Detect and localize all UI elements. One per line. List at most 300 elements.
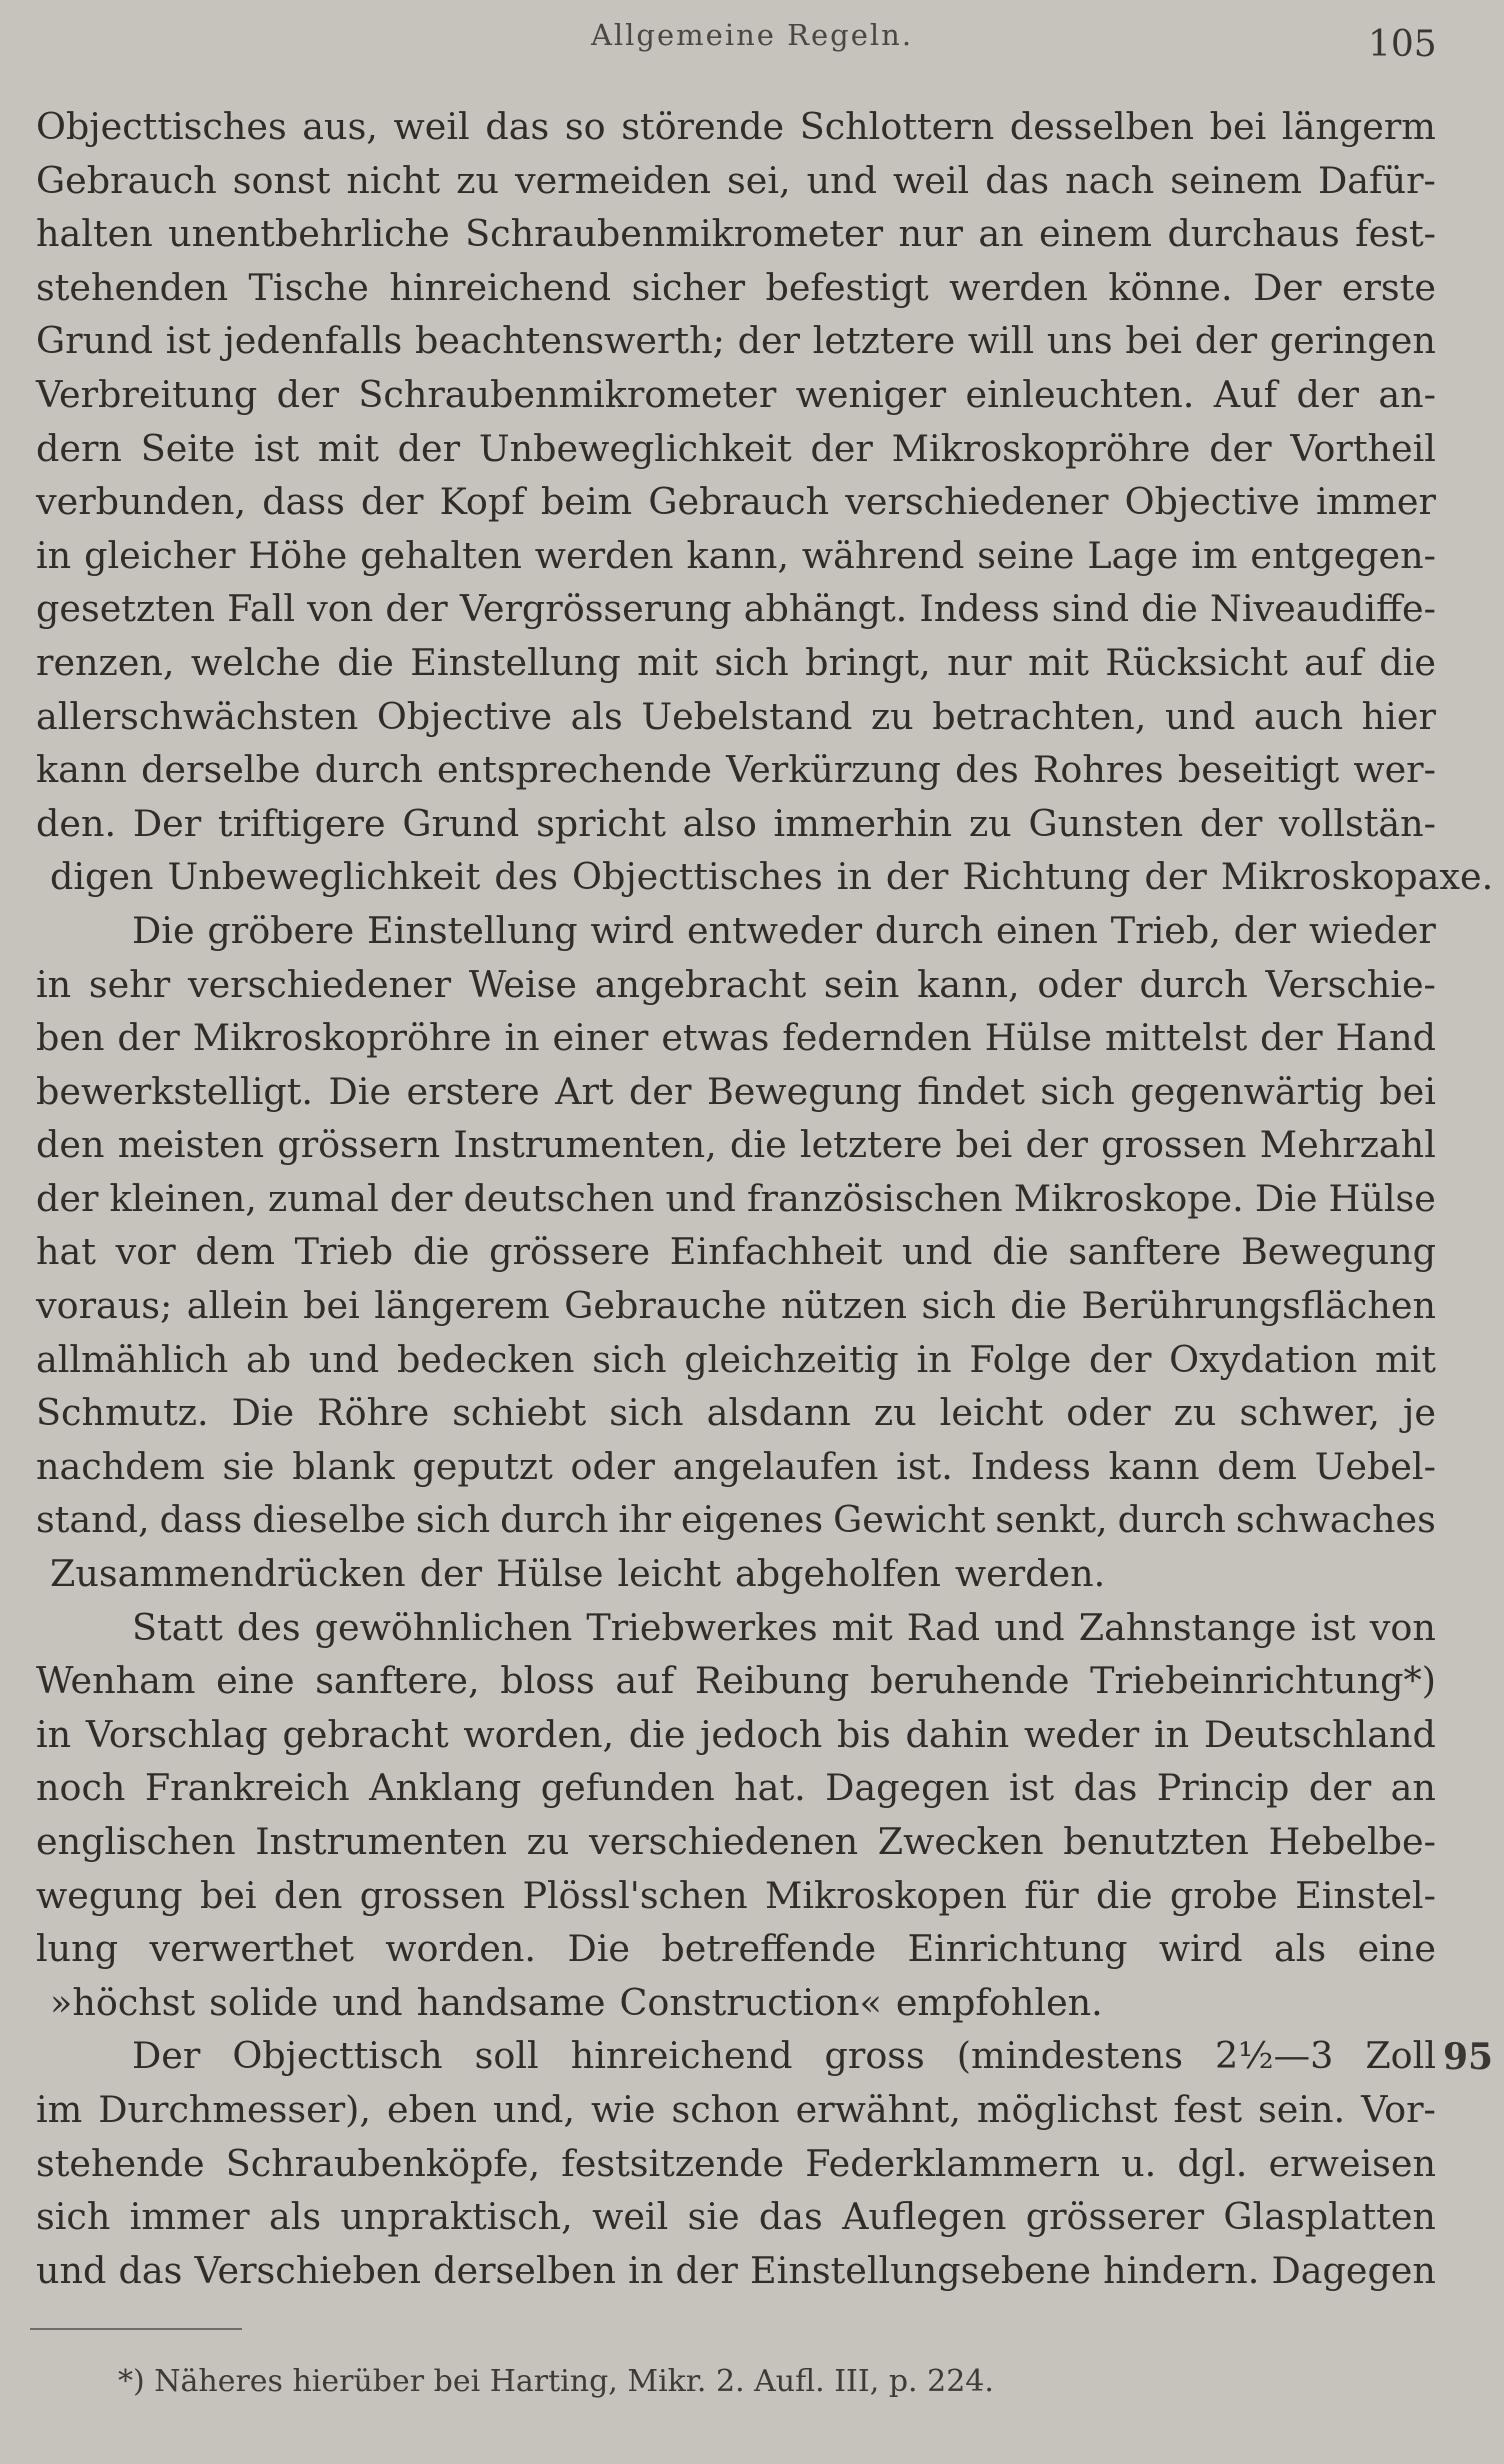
- word: vermeiden: [514, 158, 712, 202]
- word: Uebel-: [1314, 1444, 1436, 1488]
- word: sind: [1051, 587, 1130, 631]
- word: schiebt: [452, 1391, 587, 1435]
- word: der: [361, 480, 424, 524]
- word: der: [36, 1176, 99, 1220]
- word: derselbe: [141, 748, 301, 792]
- word: zu: [1173, 1391, 1217, 1435]
- word: Vortheil: [1290, 426, 1436, 470]
- word: das: [985, 158, 1050, 202]
- word: der: [1308, 1766, 1372, 1810]
- word: Verbreitung: [36, 372, 258, 416]
- word: Art: [555, 1069, 614, 1113]
- word: Verschieben: [194, 2248, 421, 2292]
- text-line: [36, 100, 1436, 154]
- word: die: [337, 640, 394, 684]
- word: bewerkstelligt.: [36, 1069, 314, 1113]
- word: der: [1296, 372, 1359, 416]
- word: dahin: [905, 1712, 1010, 1756]
- word: so: [564, 105, 606, 148]
- word: der: [1209, 426, 1272, 470]
- word: zumal: [267, 1176, 379, 1220]
- word: Mehrzahl: [1259, 1123, 1436, 1167]
- word: ist.: [896, 1444, 953, 1488]
- word: Anklang: [369, 1766, 522, 1810]
- word: uns: [1046, 319, 1113, 363]
- word: angelaufen: [672, 1444, 879, 1488]
- word: und: [332, 1980, 403, 2024]
- word: Auf: [1213, 372, 1278, 416]
- word: senkt,: [995, 1498, 1108, 1542]
- word: sanftere,: [315, 1659, 480, 1703]
- word: der: [737, 319, 801, 363]
- word: leicht: [617, 1552, 722, 1596]
- word: Indess: [919, 587, 1040, 631]
- word: Höhe: [248, 533, 348, 577]
- word: sicher: [631, 265, 746, 309]
- word: in: [36, 1712, 72, 1756]
- text-line: [36, 1815, 1436, 1869]
- word: Oxydation: [1169, 1337, 1358, 1381]
- word: in: [504, 1016, 540, 1060]
- word: dgl.: [1177, 2141, 1248, 2185]
- word: das: [485, 105, 550, 148]
- word: meisten: [117, 1123, 265, 1167]
- word: Instrumenten,: [453, 1123, 717, 1167]
- word: seine: [977, 533, 1075, 577]
- word: sich: [36, 2195, 111, 2239]
- word: durch: [314, 748, 423, 792]
- word: Die: [132, 908, 195, 952]
- word: das: [1073, 1766, 1138, 1810]
- word: weil: [592, 2195, 669, 2239]
- word: Grund: [36, 319, 153, 363]
- word: hinreichend: [570, 2034, 793, 2078]
- word: und: [665, 1176, 736, 1220]
- word: Mikroskopröhre: [192, 1016, 492, 1060]
- word: Zwecken: [877, 1820, 1044, 1863]
- word: durch: [1117, 1498, 1226, 1542]
- word: an: [978, 212, 1024, 256]
- word: Schraubenmikrometer: [465, 212, 884, 256]
- word: derselben: [433, 2248, 617, 2292]
- word: die: [412, 1230, 470, 1274]
- word: gegenwärtig: [1130, 1069, 1364, 1113]
- text-line: [36, 154, 1436, 208]
- word: Verkürzung: [726, 748, 941, 792]
- word: Hülse: [496, 1552, 604, 1596]
- word: oder: [570, 1444, 655, 1488]
- word: Die: [567, 1927, 630, 1971]
- word: jedenfalls: [223, 319, 403, 363]
- word: Zahnstange: [1078, 1605, 1297, 1649]
- word: der: [629, 1069, 692, 1113]
- word: nur: [898, 212, 963, 256]
- word: benutzten: [1063, 1820, 1249, 1863]
- word: hinreichend: [389, 265, 612, 309]
- word: fest-: [1355, 212, 1436, 256]
- word: Zusammendrücken: [50, 1552, 406, 1596]
- word: leicht: [939, 1391, 1044, 1435]
- page-number: 105: [1368, 24, 1437, 65]
- word: hat.: [734, 1766, 806, 1810]
- word: grössere: [489, 1230, 651, 1274]
- word: unpraktisch,: [340, 2195, 573, 2239]
- word: mit: [317, 426, 379, 470]
- word: durch: [874, 908, 984, 952]
- word: einleuchten.: [965, 372, 1195, 416]
- word: weder: [1024, 1712, 1140, 1756]
- word: bei: [303, 1284, 360, 1328]
- word: Unbeweglichkeit: [167, 855, 481, 899]
- word: Folge: [969, 1337, 1072, 1381]
- word: Mikroskopen: [764, 1873, 1007, 1917]
- word: sein: [823, 962, 900, 1006]
- word: hindern.: [1103, 2248, 1260, 2292]
- word: Hand: [1335, 1016, 1436, 1060]
- text-line: [36, 582, 1436, 636]
- word: zu: [456, 158, 499, 202]
- word: soll: [474, 2034, 539, 2078]
- word: deutschen: [463, 1176, 655, 1220]
- word: im: [1191, 533, 1238, 577]
- word: ben: [36, 1016, 105, 1060]
- word: und: [806, 158, 878, 202]
- word: dass: [159, 1498, 243, 1542]
- word: findet: [917, 1069, 1025, 1113]
- word: Einstellungsebene: [750, 2248, 1091, 2292]
- word: an-: [1378, 372, 1436, 416]
- word: ist: [1009, 1766, 1055, 1810]
- word: der: [1144, 855, 1207, 899]
- word: ist: [165, 319, 211, 363]
- word: digen: [50, 855, 154, 899]
- word: lung: [36, 1927, 119, 1971]
- word: dem: [195, 1230, 275, 1274]
- word: sei,: [727, 158, 791, 202]
- word: wie: [590, 2087, 656, 2131]
- word: als: [570, 694, 623, 738]
- text-line: [36, 958, 1436, 1012]
- word: Schlottern: [799, 105, 995, 148]
- word: Einfachheit: [669, 1230, 883, 1274]
- text-line: [36, 636, 1436, 690]
- word: Die: [328, 1069, 392, 1113]
- word: also: [682, 801, 757, 845]
- word: sich: [609, 1391, 684, 1435]
- text-line: [36, 1118, 1436, 1172]
- word: Röhre: [317, 1391, 430, 1435]
- word: gehalten: [360, 533, 522, 577]
- word: Die: [231, 1391, 295, 1435]
- word: in: [36, 533, 72, 577]
- text-line: [36, 529, 1436, 583]
- text-line: [36, 1761, 1436, 1815]
- word: Unbeweglichkeit: [478, 426, 792, 470]
- word: Einstellung: [410, 640, 621, 684]
- word: ab: [246, 1337, 292, 1381]
- word: die: [992, 1230, 1049, 1274]
- word: mit: [637, 640, 699, 684]
- text-line: [36, 1225, 1436, 1279]
- word: könne.: [1108, 265, 1233, 309]
- word: seinem: [1170, 158, 1303, 202]
- word: Triebwerkes: [586, 1605, 818, 1649]
- word: handsame: [416, 1980, 606, 2024]
- text-line: [36, 422, 1436, 476]
- word: bei: [1379, 1069, 1436, 1113]
- word: sich: [592, 1337, 667, 1381]
- word: Dagegen: [825, 1766, 990, 1810]
- word: Gebrauch: [648, 480, 830, 524]
- word: während: [801, 533, 965, 577]
- word: nachdem: [36, 1444, 205, 1488]
- word: die: [1010, 1284, 1067, 1328]
- word: abhängt.: [743, 587, 908, 631]
- word: allmählich: [36, 1337, 229, 1381]
- text-line: [36, 2137, 1436, 2191]
- word: beim: [540, 480, 633, 524]
- word: immerhin: [773, 801, 953, 845]
- text-line: [36, 690, 1436, 744]
- word: letztere: [812, 319, 956, 363]
- text-line: [36, 1172, 1436, 1226]
- text-line: [36, 475, 1436, 529]
- word: Objecttisches: [36, 105, 287, 148]
- word: mittelst: [1104, 1016, 1248, 1060]
- word: triftigere: [217, 801, 386, 845]
- word: die: [1141, 587, 1198, 631]
- word: Hülse: [984, 1016, 1093, 1060]
- word: durch: [1139, 962, 1248, 1006]
- word: kann: [1108, 1444, 1200, 1488]
- word: bloss: [500, 1659, 595, 1703]
- word: in: [1153, 1712, 1190, 1756]
- margin-number: 95: [1443, 2036, 1494, 2078]
- word: der: [397, 426, 461, 470]
- word: Einrichtung: [907, 1927, 1128, 1971]
- word: grobe: [1170, 1873, 1278, 1917]
- word: als: [268, 2195, 322, 2239]
- word: und,: [493, 2087, 575, 2131]
- word: Der: [132, 2034, 201, 2078]
- word: von: [1369, 1605, 1436, 1649]
- word: u.: [1121, 2141, 1157, 2185]
- word: beachtenswerth;: [414, 319, 725, 363]
- word: je: [1403, 1391, 1436, 1435]
- word: Rücksicht: [1105, 640, 1288, 684]
- word: allein: [186, 1284, 289, 1328]
- word: Weise: [468, 962, 577, 1006]
- word: zu: [870, 694, 914, 738]
- word: Indess: [970, 1444, 1091, 1488]
- word: Berührungsflächen: [1081, 1284, 1436, 1328]
- word: einer: [552, 1016, 649, 1060]
- word: gross: [824, 2034, 925, 2078]
- word: Objecttisches: [572, 855, 823, 899]
- word: Uebelstand: [641, 694, 853, 738]
- text-line: [36, 1011, 1436, 1065]
- word: unentbehrliche: [168, 212, 450, 256]
- word: in: [36, 962, 72, 1006]
- text-line: [36, 1601, 1436, 1655]
- word: Die: [1254, 1176, 1318, 1220]
- word: eben: [386, 2087, 478, 2131]
- word: der: [1199, 801, 1263, 845]
- word: vor: [115, 1230, 176, 1274]
- word: kleinen,: [109, 1176, 257, 1220]
- word: Wenham: [36, 1659, 196, 1703]
- word: grösserer: [1025, 2195, 1205, 2239]
- word: gebracht: [282, 1712, 449, 1756]
- word: bringt,: [805, 640, 931, 684]
- word: durchaus: [1167, 212, 1340, 256]
- text-line: [36, 2029, 1436, 2083]
- word: Mikroskopröhre: [891, 426, 1191, 470]
- word: eine: [1357, 1927, 1436, 1971]
- text-line: [36, 904, 1436, 958]
- word: dem: [1217, 1444, 1297, 1488]
- word: Kopf: [439, 480, 525, 524]
- text-line: [36, 743, 1436, 797]
- word: Reibung: [694, 1659, 850, 1703]
- word: sehr: [88, 962, 171, 1006]
- word: verschiedener: [187, 962, 452, 1006]
- word: Frankreich: [144, 1766, 350, 1810]
- word: bei: [1209, 105, 1267, 148]
- word: verschiedener: [845, 480, 1109, 524]
- word: eine: [216, 1659, 295, 1703]
- word: Zoll: [1365, 2034, 1436, 2078]
- word: blank: [292, 1444, 395, 1488]
- word: Durchmesser),: [98, 2087, 371, 2131]
- word: schwer,: [1239, 1391, 1381, 1435]
- text-line: [36, 261, 1436, 315]
- word: letztere: [799, 1123, 943, 1167]
- word: der: [389, 1176, 453, 1220]
- footnote: *) Näheres hierüber bei Harting, Mikr. 2. Aufl. III, p. 224.: [118, 2364, 994, 2399]
- word: weniger: [795, 372, 947, 416]
- word: an: [1390, 1766, 1436, 1810]
- word: der: [419, 1552, 483, 1596]
- word: wegung: [36, 1873, 183, 1917]
- word: längerm: [1281, 105, 1436, 148]
- word: grössern: [277, 1123, 441, 1167]
- text-line: [36, 1065, 1436, 1119]
- word: sonst: [232, 158, 331, 202]
- word: oder: [1066, 1391, 1151, 1435]
- word: erste: [1341, 265, 1436, 309]
- word: und: [901, 1230, 973, 1274]
- word: im: [36, 2087, 83, 2131]
- word: Vorschlag: [85, 1712, 268, 1756]
- word: noch: [36, 1766, 126, 1810]
- word: Vor-: [1361, 2087, 1436, 2131]
- word: sich: [714, 640, 789, 684]
- word: nicht: [346, 158, 441, 202]
- word: voraus;: [36, 1284, 173, 1328]
- word: von: [307, 587, 374, 631]
- word: hat: [36, 1230, 96, 1274]
- word: Deutschland: [1203, 1712, 1436, 1756]
- word: renzen,: [36, 640, 175, 684]
- word: des: [955, 748, 1019, 792]
- word: und: [994, 1605, 1065, 1649]
- text-line: [36, 1922, 1436, 1976]
- word: grossen: [1101, 1123, 1247, 1167]
- word: aus,: [302, 105, 378, 148]
- word: und: [308, 1337, 380, 1381]
- word: und: [36, 2248, 107, 2292]
- word: wer-: [1353, 748, 1436, 792]
- word: halten: [36, 212, 153, 256]
- word: dass: [262, 480, 345, 524]
- word: zu: [968, 801, 1012, 845]
- word: immer: [1315, 480, 1436, 524]
- word: Mikroskopaxe.: [1220, 855, 1494, 899]
- word: Instrumenten: [255, 1820, 507, 1863]
- word: »höchst: [50, 1980, 196, 2024]
- word: welche: [190, 640, 321, 684]
- word: oder: [1037, 962, 1122, 1006]
- text-line: [36, 1493, 1436, 1547]
- word: Gebrauche: [564, 1284, 767, 1328]
- word: mit: [1374, 1337, 1436, 1381]
- word: des: [236, 1605, 301, 1649]
- word: schwaches: [1235, 1498, 1436, 1542]
- text-line: [36, 368, 1436, 422]
- word: geputzt: [412, 1444, 553, 1488]
- word: störende: [621, 105, 785, 148]
- word: kann: [36, 748, 127, 792]
- text-line: [36, 797, 1436, 851]
- word: entsprechende: [437, 748, 712, 792]
- word: wieder: [1308, 908, 1436, 952]
- word: englischen: [36, 1820, 236, 1863]
- word: einen: [996, 908, 1098, 952]
- word: Gewicht: [833, 1498, 986, 1542]
- word: Vergrösserung: [459, 587, 732, 631]
- word: Rad: [906, 1605, 981, 1649]
- word: erweisen: [1268, 2141, 1436, 2185]
- word: angebracht: [594, 962, 807, 1006]
- word: entweder: [687, 908, 863, 952]
- word: der: [117, 1016, 180, 1060]
- word: mit: [1027, 640, 1089, 684]
- word: allerschwächsten: [36, 694, 359, 738]
- word: grossen: [359, 1873, 506, 1917]
- word: Der: [1253, 265, 1322, 309]
- word: worden.: [385, 1927, 537, 1971]
- word: gesetzten: [36, 587, 215, 631]
- word: Bewegung: [706, 1069, 902, 1113]
- word: kann,: [686, 533, 789, 577]
- word: Hülse: [1328, 1176, 1436, 1220]
- word: den: [273, 1873, 343, 1917]
- word: werden: [949, 265, 1088, 309]
- word: Grund: [402, 801, 520, 845]
- word: auf: [615, 1659, 675, 1703]
- word: Princip: [1156, 1766, 1290, 1810]
- word: abgeholfen: [735, 1552, 941, 1596]
- word: auf: [1304, 640, 1363, 684]
- word: Trieb,: [1110, 908, 1221, 952]
- word: der: [885, 855, 949, 899]
- text-line: [36, 1333, 1436, 1387]
- word: Seite: [140, 426, 236, 470]
- word: Schraubenköpfe,: [225, 2141, 541, 2185]
- text-line: [36, 1386, 1436, 1440]
- word: Glasplatten: [1223, 2195, 1436, 2239]
